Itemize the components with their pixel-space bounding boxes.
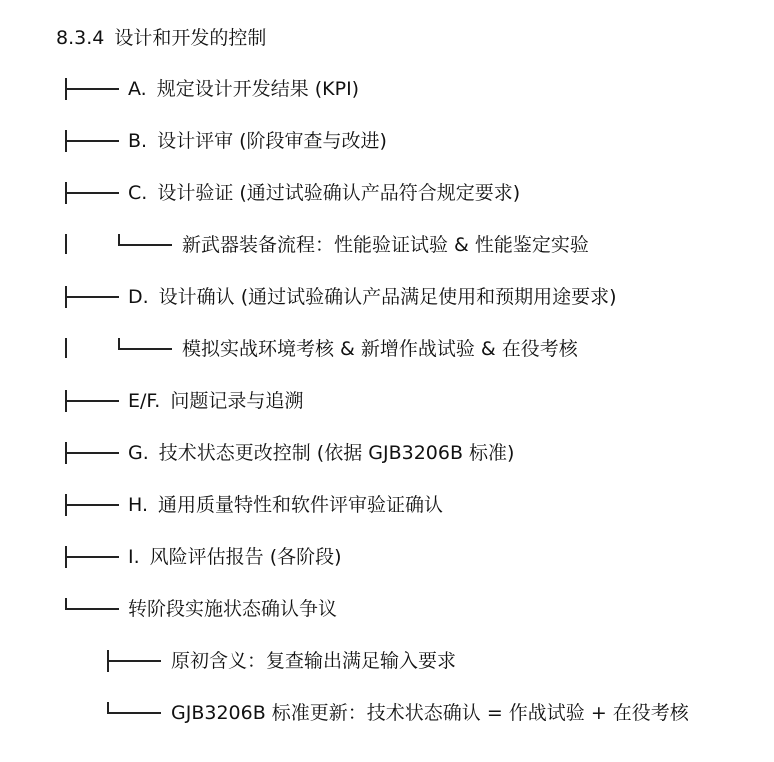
item-label: G. [128,442,149,464]
tree-subitem-c [0,230,774,260]
item-text: 问题记录与追溯 [170,390,304,412]
tree-branch-corner [118,230,172,260]
tree-item-transition [0,594,774,624]
item-text: 设计确认 (通过试验确认产品满足使用和预期用途要求) [158,286,617,308]
item-text: 原初含义：复查输出满足输入要求 [171,650,457,672]
item-text: 模拟实战环境考核 & 新增作战试验 & 在役考核 [182,338,578,360]
tree-pipe [65,338,67,358]
tree-branch-corner [107,698,161,728]
tree-item-b [0,126,774,156]
tree-branch-tee [65,282,119,312]
item-label: E/F. [128,390,161,412]
item-label: H. [128,494,148,516]
tree-subitem-original-meaning [0,646,774,676]
item-text: 规定设计开发结果 (KPI) [156,78,360,100]
tree-subitem-d [0,334,774,364]
item-label: C. [128,182,148,204]
section-title: 设计和开发的控制 [114,27,267,49]
tree-branch-tee [65,386,119,416]
tree-item-i [0,542,774,572]
tree-item-g [0,438,774,468]
item-label: B. [128,130,148,152]
item-label: I. [128,546,140,568]
tree-branch-corner [118,334,172,364]
item-text: 通用质量特性和软件评审验证确认 [158,494,444,516]
tree-branch-tee [65,490,119,520]
tree-subitem-standard-update [0,698,774,728]
tree-item-d [0,282,774,312]
tree-branch-tee [65,438,119,468]
section-number: 8.3.4 [56,27,105,49]
tree-pipe [65,234,67,254]
item-text: 风险评估报告 (各阶段) [149,546,342,568]
tree-item-ef [0,386,774,416]
tree-item-h [0,490,774,520]
section-heading [56,24,266,52]
tree-branch-tee [65,178,119,208]
item-label: D. [128,286,149,308]
tree-branch-tee [65,126,119,156]
tree-branch-tee [65,542,119,572]
tree-branch-corner [65,594,119,624]
item-text: 设计评审 (阶段审查与改进) [157,130,387,152]
item-text: GJB3206B 标准更新：技术状态确认 = 作战试验 + 在役考核 [171,702,689,724]
tree-item-a [0,74,774,104]
item-text: 转阶段实施状态确认争议 [128,598,338,620]
tree-item-c [0,178,774,208]
tree-branch-tee [107,646,161,676]
item-label: A. [128,78,147,100]
item-text: 设计验证 (通过试验确认产品符合规定要求) [157,182,521,204]
item-text: 技术状态更改控制 (依据 GJB3206B 标准) [158,442,515,464]
tree-branch-tee [65,74,119,104]
item-text: 新武器装备流程：性能验证试验 & 性能鉴定实验 [182,234,589,256]
